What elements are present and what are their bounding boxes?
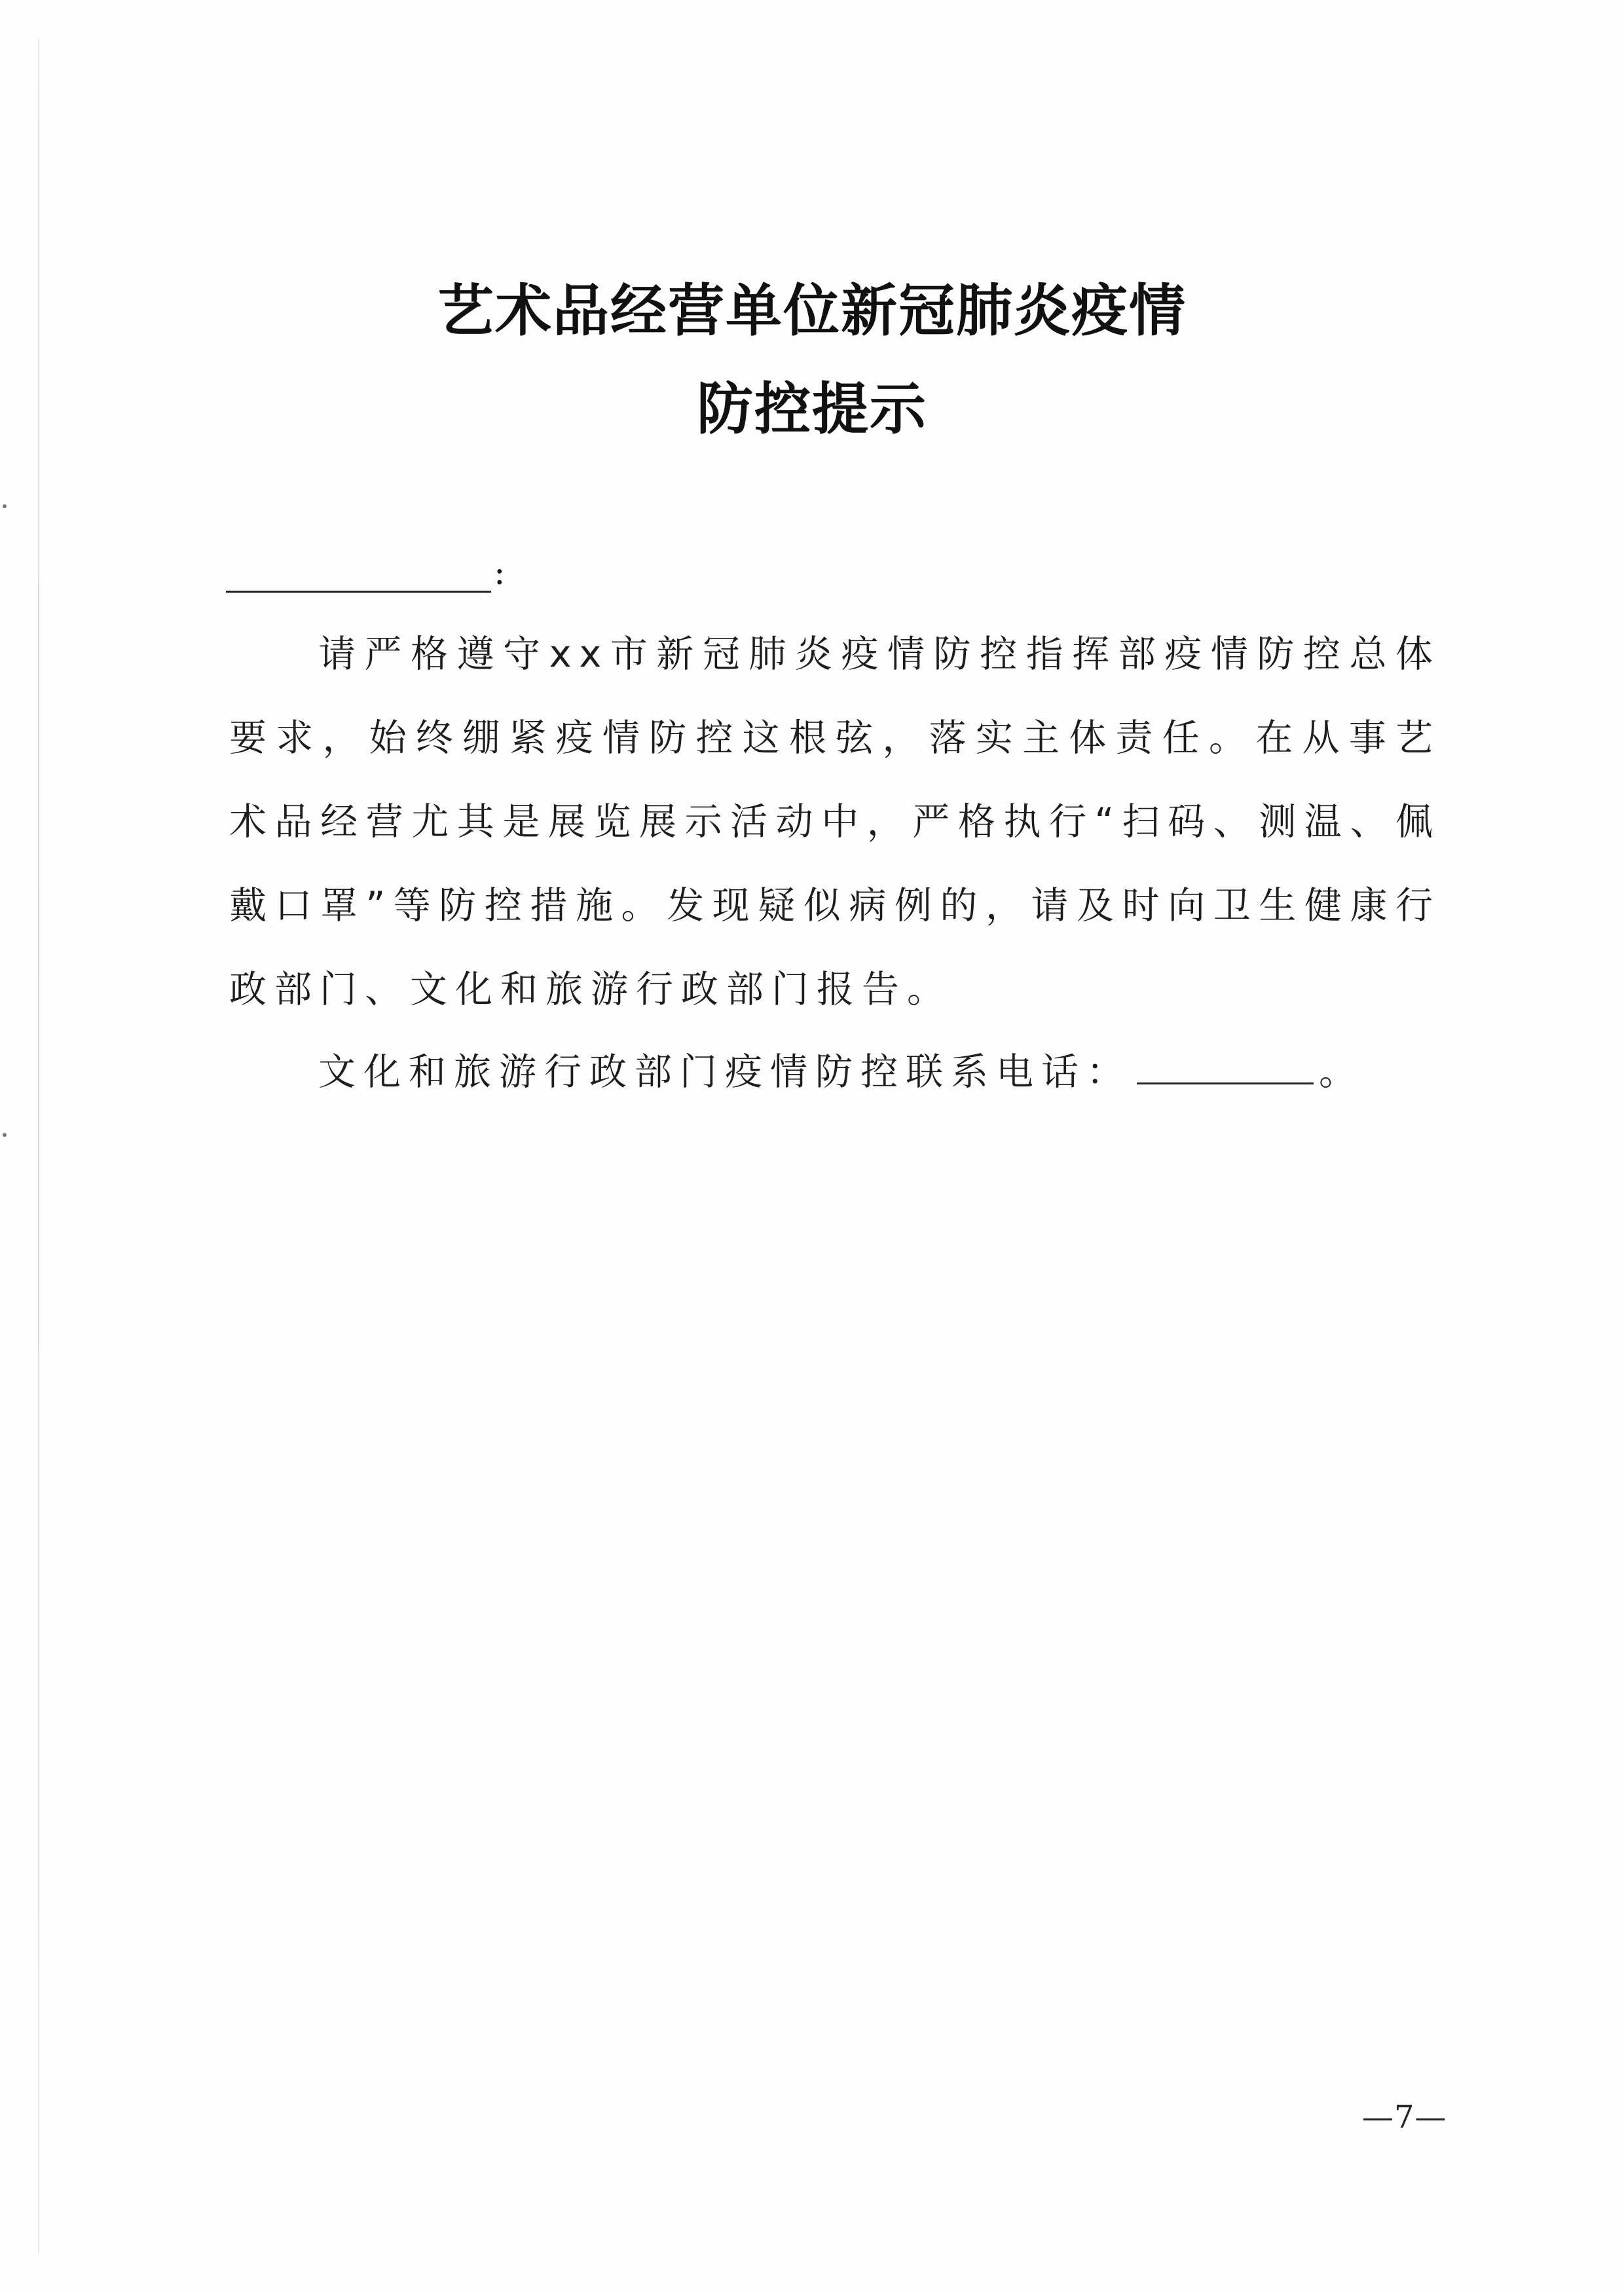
contact-line	[318, 1030, 1497, 1114]
scan-speck	[3, 504, 7, 508]
title-line-2: 防控提示	[697, 376, 927, 442]
document-title	[0, 262, 1624, 458]
scan-speck	[3, 1133, 7, 1137]
phone-blank	[1137, 1050, 1314, 1084]
salutation	[226, 540, 506, 593]
body-paragraph: 请严格遵守xx市新冠肺炎疫情防控指挥部疫情防控总体要求，始终绷紧疫情防控这根弦，落实主体责任。在从事艺术品经营尤其是展览展示活动中，严格执行“扫码、测温、佩戴口罩”等防控措施。发现疑似病例的，请及时向卫生健康行政部门、文化和旅游行政部门报告。	[229, 633, 1441, 1011]
recipient-blank	[226, 553, 491, 593]
page-number: —7—	[1362, 2099, 1447, 2135]
contact-end: 。	[1319, 1050, 1364, 1094]
title-line-1: 艺术品经营单位新冠肺炎疫情	[437, 278, 1187, 344]
salutation-colon: :	[494, 553, 506, 593]
contact-label: 文化和旅游行政部门疫情防控联系电话：	[318, 1050, 1132, 1094]
